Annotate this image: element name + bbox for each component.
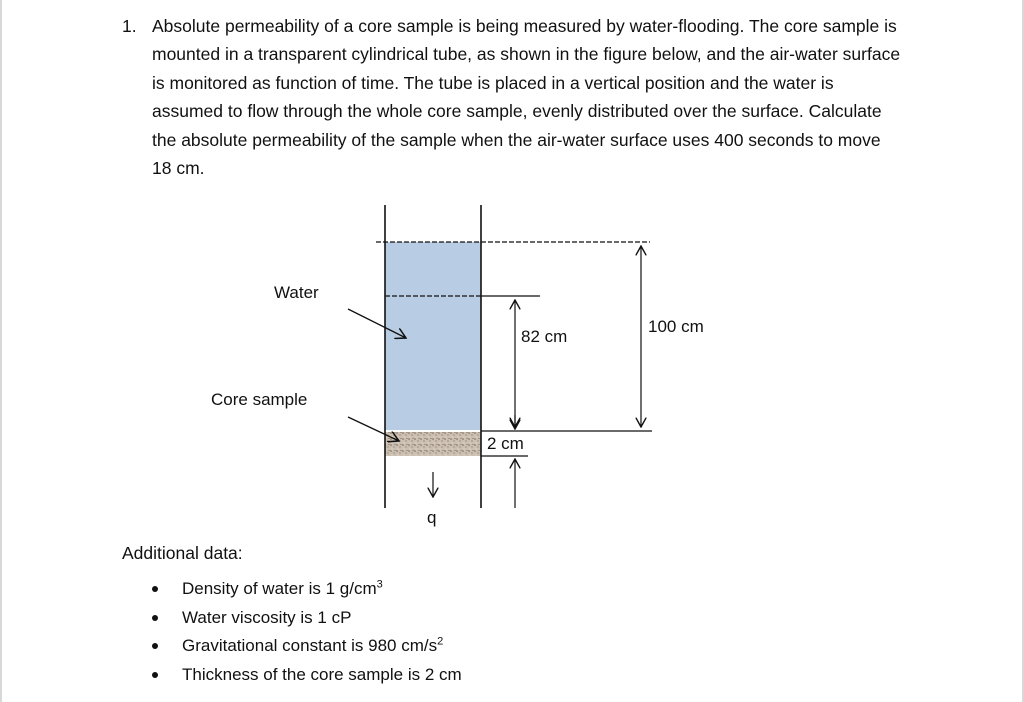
core-sample [385, 432, 481, 456]
list-item [150, 661, 462, 690]
item-superscript: 2 [437, 635, 444, 648]
bullet-icon [152, 672, 158, 678]
item-superscript: 3 [376, 578, 383, 591]
list-item [150, 575, 462, 604]
flow-label: q [427, 508, 437, 527]
item-text: Water viscosity is 1 cP [182, 607, 352, 627]
bullet-icon [152, 586, 158, 592]
question-number: 1. [122, 16, 137, 36]
item-text: Gravitational constant is 980 cm/s [182, 636, 438, 655]
dimension-82-label: 82 cm [521, 327, 568, 346]
core-sample-label: Core sample [211, 390, 308, 409]
item-text: Thickness of the core sample is 2 cm [182, 664, 462, 684]
list-item [150, 632, 462, 661]
water-label: Water [274, 283, 319, 302]
item-text: Density of water is 1 g/cm [182, 579, 377, 598]
question-text: Absolute permeability of a core sample is being measured by water-flooding. The core sample is mounted in a transparent cylindrical tube, as shown in the figure below, and the air-water surface is monitored as function of time. The tube is placed in a vertical position and the water is assumed to flow through the whole core sample, evenly distributed over the surface. Calculate the absolute permeability of the sample when the air-water surface uses 400 seconds to move 18 cm. [152, 16, 901, 179]
dimension-100-label: 100 cm [648, 317, 704, 336]
bullet-icon [152, 643, 158, 649]
list-item [150, 604, 462, 633]
dimension-2-label: 2 cm [487, 434, 524, 453]
water-column [385, 242, 481, 430]
bullet-icon [152, 615, 158, 621]
additional-data-title: Additional data: [122, 543, 243, 563]
additional-data-list [150, 575, 462, 689]
